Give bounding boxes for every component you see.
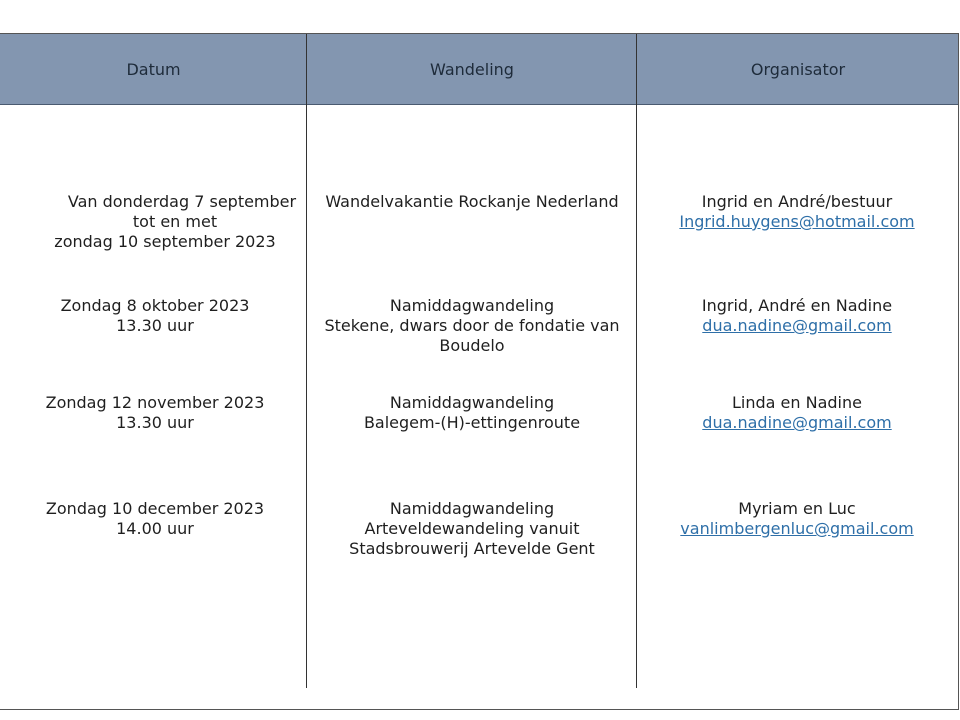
row-2-date (0, 296, 310, 336)
row-1-email-link[interactable]: Ingrid.huygens@hotmail.com (679, 212, 915, 231)
schedule-table (0, 33, 959, 710)
row-1-walk-line-1: Wandelvakantie Rockanje Nederland (325, 192, 619, 211)
row-3-date-line-2: 13.30 uur (116, 413, 194, 432)
row-3-walk-line-1: Namiddagwandeling (389, 393, 555, 412)
row-4-email-link[interactable]: vanlimbergenluc@gmail.com (680, 519, 914, 538)
row-4-walk (307, 499, 637, 559)
row-1-organizer-name: Ingrid en André/bestuur (701, 192, 893, 211)
row-3-organizer-name: Linda en Nadine (732, 393, 862, 412)
row-2-walk-line-2: Stekene, dwars door de fondatie van (324, 316, 620, 335)
row-4-date (0, 499, 310, 539)
row-3-organizer (637, 393, 957, 433)
row-4-walk-line-2: Arteveldewandeling vanuit (364, 519, 580, 538)
row-4-date-line-1: Zondag 10 december 2023 (45, 499, 265, 518)
row-1-walk (307, 192, 637, 212)
row-2-organizer (637, 296, 957, 336)
table-header-row (0, 34, 958, 105)
header-date: Datum (126, 59, 181, 79)
row-3-walk-line-2: Balegem-(H)-ettingenroute (363, 413, 581, 432)
row-3-walk (307, 393, 637, 433)
row-2-date-line-1: Zondag 8 oktober 2023 (60, 296, 250, 315)
row-4-organizer (637, 499, 957, 539)
row-2-walk (307, 296, 637, 356)
column-divider-2 (636, 34, 637, 688)
row-2-organizer-name: Ingrid, André en Nadine (701, 296, 893, 315)
row-1-organizer (637, 192, 957, 232)
row-2-walk-line-3: Boudelo (439, 336, 505, 355)
row-2-email-link[interactable]: dua.nadine@gmail.com (702, 316, 892, 335)
row-4-walk-line-3: Stadsbrouwerij Artevelde Gent (349, 539, 595, 558)
column-divider-1 (306, 34, 307, 688)
row-1-date (30, 192, 320, 252)
header-walk: Wandeling (430, 59, 514, 79)
row-4-date-line-2: 14.00 uur (116, 519, 194, 538)
row-3-email-link[interactable]: dua.nadine@gmail.com (702, 413, 892, 432)
row-3-date (0, 393, 310, 433)
header-organizer: Organisator (750, 59, 846, 79)
row-1-date-line-2: tot en met (132, 212, 218, 231)
row-2-date-line-2: 13.30 uur (116, 316, 194, 335)
row-2-walk-line-1: Namiddagwandeling (389, 296, 555, 315)
row-3-date-line-1: Zondag 12 november 2023 (45, 393, 265, 412)
row-4-organizer-name: Myriam en Luc (738, 499, 856, 518)
row-1-date-line-1: Van donderdag 7 september (67, 192, 297, 211)
row-1-date-line-3: zondag 10 september 2023 (54, 232, 276, 251)
row-4-walk-line-1: Namiddagwandeling (389, 499, 555, 518)
